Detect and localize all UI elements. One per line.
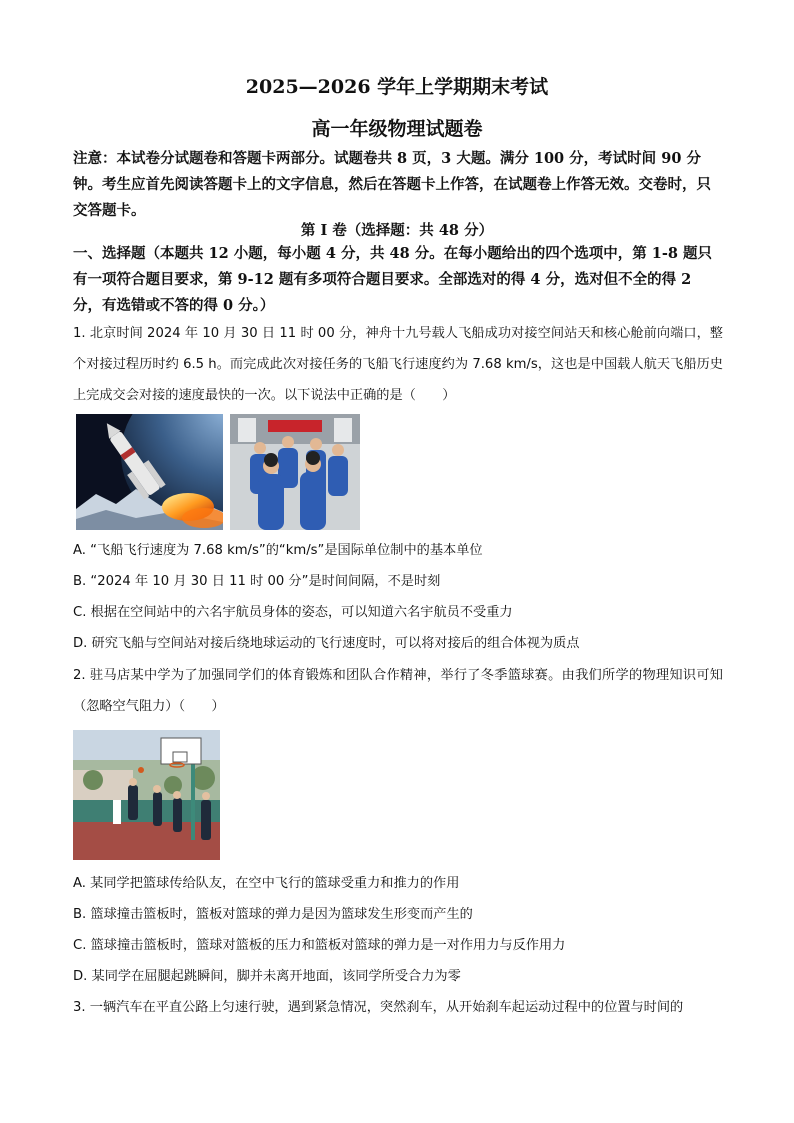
question-1-option-d: D. 研究飞船与空间站对接后绕地球运动的飞行速度时，可以将对接后的组合体视为质点 bbox=[73, 636, 580, 651]
exam-title: 2025—2026 学年上学期期末考试 bbox=[245, 76, 549, 98]
rocket-launch-image bbox=[76, 414, 223, 530]
question-1-option-c: C. 根据在空间站中的六名宇航员身体的姿态，可以知道六名宇航员不受重力 bbox=[73, 605, 513, 620]
question-2-option-c: C. 篮球撞击篮板时，篮球对篮板的压力和篮板对篮球的弹力是一对作用力与反作用力 bbox=[73, 938, 566, 953]
question-2-option-a: A. 某同学把篮球传给队友，在空中飞行的篮球受重力和推力的作用 bbox=[73, 876, 460, 891]
question-2-option-b: B. 篮球撞击篮板时，篮板对篮球的弹力是因为篮球发生形变而产生的 bbox=[73, 907, 473, 922]
exam-notice: 注意：本试卷分试题卷和答题卡两部分。试题卷共 8 页，3 大题。满分 100 分，考试时间 90 分钟。考生应首先阅读答题卡上的文字信息，然后在答题卡上作答，在试题卷上作答无效。交卷时，只交答题卡。 bbox=[73, 150, 711, 219]
question-1-option-a: A. “飞船飞行速度为 7.68 km/s”的“km/s”是国际单位制中的基本单位 bbox=[73, 543, 483, 558]
exam-subtitle: 高一年级物理试题卷 bbox=[311, 118, 483, 140]
question-2-stem: 2. 驻马店某中学为了加强同学们的体育锻炼和团队合作精神，举行了冬季篮球赛。由我们所学的物理知识可知（忽略空气阻力）（ ） bbox=[73, 668, 723, 714]
question-2-option-d: D. 某同学在屈腿起跳瞬间，脚并未离开地面，该同学所受合力为零 bbox=[73, 969, 461, 984]
section-title: 第 I 卷（选择题：共 48 分） bbox=[300, 222, 494, 239]
question-1-option-b: B. “2024 年 10 月 30 日 11 时 00 分”是时间间隔，不是时刻 bbox=[73, 574, 441, 589]
basketball-game-image bbox=[73, 730, 220, 860]
astronauts-image bbox=[230, 414, 360, 530]
section-instructions: 一、选择题（本题共 12 小题，每小题 4 分，共 48 分。在每小题给出的四个选项中，第 1-8 题只有一项符合题目要求，第 9-12 题有多项符合题目要求。全部选对的得 4 分，选对但不全的得 2 分，有选错或不答的得 0 分。） bbox=[73, 245, 713, 314]
question-3-stem: 3. 一辆汽车在平直公路上匀速行驶，遇到紧急情况，突然刹车，从开始刹车起运动过程中的位置与时间的 bbox=[73, 1000, 684, 1015]
question-1-stem: 1. 北京时间 2024 年 10 月 30 日 11 时 00 分，神舟十九号载人飞船成功对接空间站天和核心舱前向端口，整个对接过程历时约 6.5 h。而完成此次对接任务的飞船飞行速度约为 7.68 km/s，这也是中国载人航天飞船历史上完成交会对接的速度最快的一次。以下说法中正确的是（ ） bbox=[73, 326, 723, 403]
